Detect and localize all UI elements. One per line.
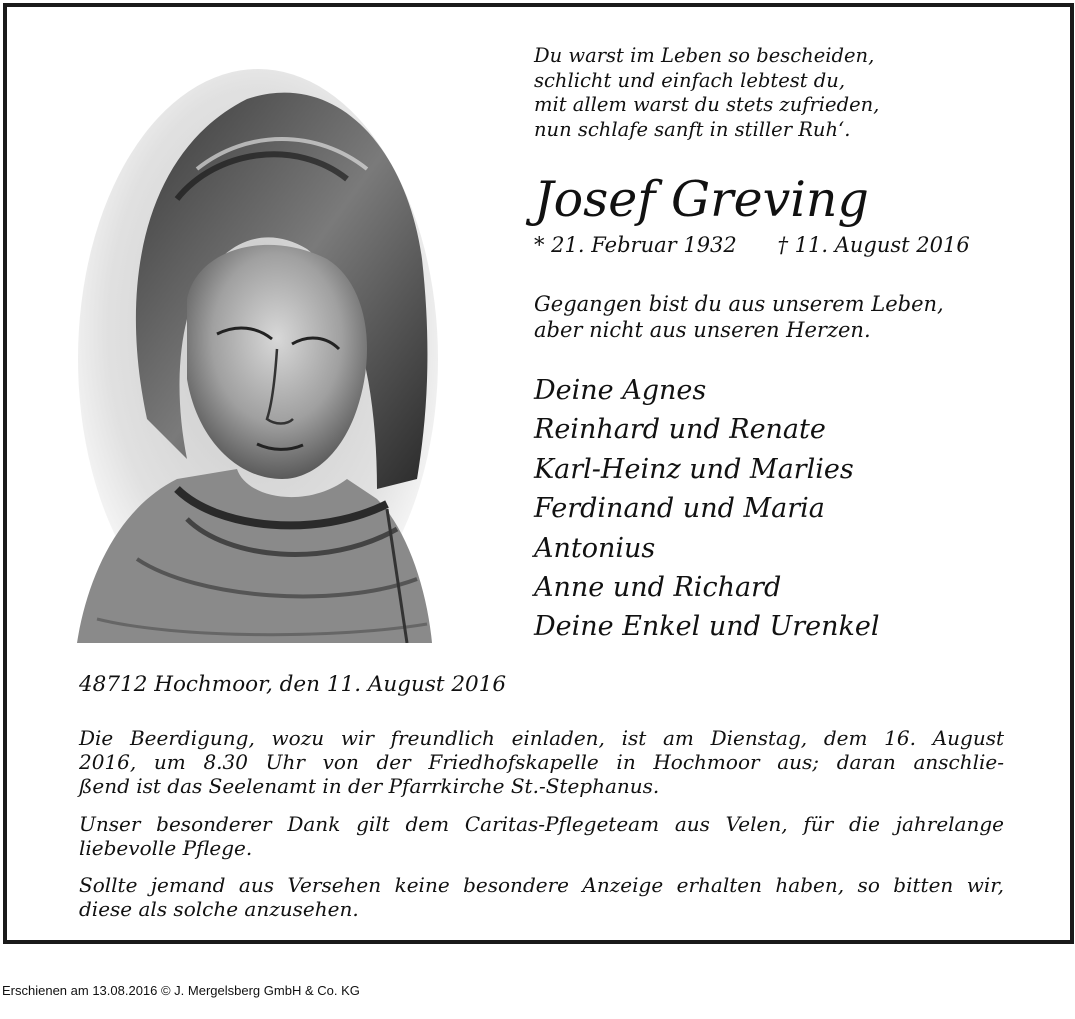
- family-member: Reinhard und Renate: [534, 414, 826, 446]
- poem-line: Du warst im Leben so bescheiden,: [534, 44, 875, 67]
- family-list: [534, 371, 880, 647]
- poem-line: nun schlafe sanft in stiller Ruh‘.: [534, 117, 851, 141]
- madonna-pieta-icon: [77, 59, 439, 643]
- funeral-line: Die Beerdigung, wozu wir freundlich einladen, ist am Dienstag, dem 16. August: [79, 726, 1004, 750]
- deceased-name: Josef Greving: [534, 171, 869, 228]
- poem-line: mit allem warst du stets zufrieden,: [534, 93, 880, 116]
- funeral-notice: [79, 726, 1004, 798]
- publication-footer: Erschienen am 13.08.2016 © J. Mergelsberg GmbH & Co. KG: [2, 983, 360, 998]
- obituary-frame: [3, 3, 1074, 944]
- thanks-line: Unser besonderer Dank gilt dem Caritas-Pflegeteam aus Velen, für die jahrelange: [79, 812, 1004, 836]
- thanks-notice: [79, 812, 1004, 860]
- family-member: Ferdinand und Maria: [534, 493, 825, 525]
- family-member: Deine Agnes: [534, 375, 707, 406]
- place-and-date: 48712 Hochmoor, den 11. August 2016: [79, 672, 507, 697]
- quote-line: aber nicht aus unseren Herzen.: [534, 318, 871, 342]
- missed-notice: [79, 873, 1004, 921]
- thanks-line: liebevolle Pflege.: [79, 836, 253, 860]
- memorial-quote: [534, 291, 944, 343]
- funeral-line: ßend ist das Seelenamt in der Pfarrkirche St.-Stephanus.: [79, 774, 660, 798]
- quote-line: Gegangen bist du aus unserem Leben,: [534, 292, 944, 316]
- notice-line: Sollte jemand aus Versehen keine besondere Anzeige erhalten haben, so bitten wir,: [79, 873, 1004, 897]
- funeral-line: 2016, um 8.30 Uhr von der Friedhofskapelle in Hochmoor aus; daran anschlie-: [79, 750, 1004, 774]
- life-dates: [534, 232, 970, 258]
- poem-line: schlicht und einfach lebtest du,: [534, 68, 846, 92]
- family-member: Karl-Heinz und Marlies: [534, 453, 854, 485]
- notice-line: diese als solche anzusehen.: [79, 897, 359, 921]
- death-date: † 11. August 2016: [777, 233, 970, 257]
- family-member: Deine Enkel und Urenkel: [534, 611, 880, 643]
- poem: [534, 44, 879, 142]
- birth-date: * 21. Februar 1932: [534, 233, 737, 257]
- family-member: Antonius: [534, 532, 656, 564]
- family-member: Anne und Richard: [534, 572, 782, 604]
